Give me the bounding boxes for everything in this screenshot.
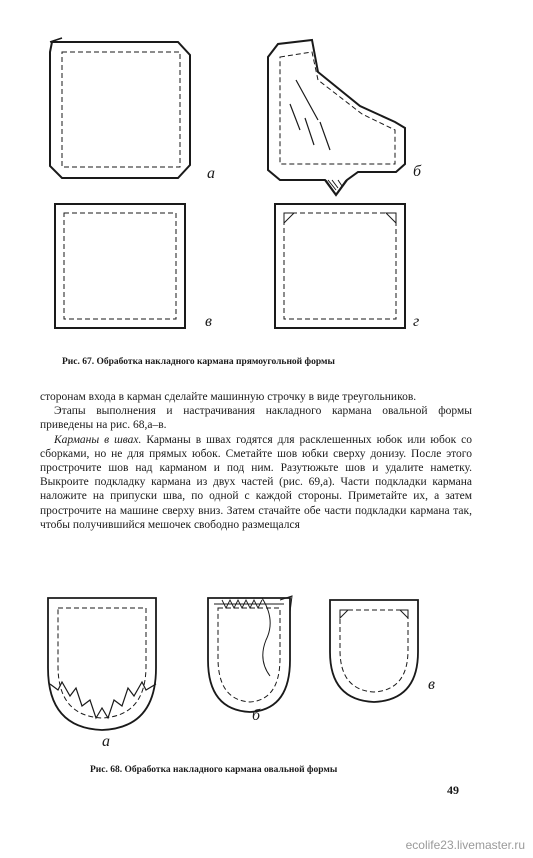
fig67-caption: Рис. 67. Обработка накладного кармана прямоугольной формы [62,357,335,367]
fig68-label-a: а [102,733,110,750]
fig67-label-v: в [205,313,212,330]
paragraph-2: Этапы выполнения и настрачивания накладного кармана овальной формы приведены на рис. 68,а–в. [40,405,472,432]
paragraph-3-body: Карманы в швах годятся для расклешенных юбок или юбок со сборками, но не для прямых юбок. Сметайте шов юбки сверху донизу. После этого прострочите шов над карманом и под ним. Разутюжьте шов и удалите наметку. Выкроите подкладку кармана из двух частей (рис. 69,а). Части подкладки кармана наложите на припуски шва, по одной с каждой стороны. Приметайте их, а затем прострочите на машине сверху вниз. Затем стачайте обе части подкладки кармана так, чтобы получившийся мешочек свободно размещался [40,433,472,531]
paragraph-3-lead: Карманы в швах. [54,433,142,446]
fig67-label-g: г [413,313,420,330]
page-number: 49 [447,783,459,797]
oval-pocket-a-drawing [48,598,156,730]
fig67-label-a: а [207,165,215,182]
oval-pocket-v-drawing [330,600,418,702]
oval-pocket-b-drawing [208,596,292,712]
fig68-label-b: б [252,707,261,724]
fig68-caption: Рис. 68. Обработка накладного кармана овальной формы [90,765,338,775]
fig68-label-v: в [428,676,435,693]
watermark: ecolife23.livemaster.ru [405,838,525,852]
fig67-label-b: б [413,163,422,180]
paragraph-1: сторонам входа в карман сделайте машинную строчку в виде треугольников. [40,391,417,403]
